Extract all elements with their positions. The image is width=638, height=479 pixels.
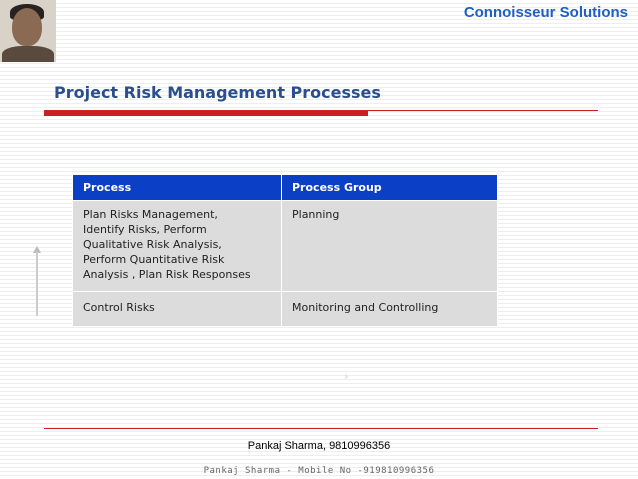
right-arrow-icon: › — [344, 370, 349, 383]
group-cell: Monitoring and Controlling — [282, 292, 498, 327]
photo-face — [12, 8, 42, 46]
brand-name: Connoisseur Solutions — [463, 4, 628, 21]
process-line: Perform Quantitative Risk — [83, 253, 225, 266]
process-line: Analysis , Plan Risk Responses — [83, 268, 251, 281]
group-cell: Planning — [282, 201, 498, 292]
footer-mobile: Pankaj Sharma - Mobile No -919810996356 — [203, 466, 435, 476]
title-rule-thick — [44, 111, 368, 116]
presenter-photo — [0, 0, 56, 62]
process-cell — [73, 292, 282, 327]
slide-title: Project Risk Management Processes — [54, 83, 381, 102]
process-line: Plan Risks Management, — [83, 208, 218, 221]
table-row — [73, 292, 498, 327]
table-row — [73, 201, 498, 292]
process-line: Qualitative Risk Analysis, — [83, 238, 222, 251]
process-line: Identify Risks, Perform — [83, 223, 207, 236]
process-cell — [73, 201, 282, 292]
header-process-group: Process Group — [282, 175, 498, 201]
vertical-guide-line — [36, 252, 38, 316]
header-process: Process — [73, 175, 282, 201]
table-header-row — [73, 175, 498, 201]
footer-rule — [44, 428, 598, 429]
footer-name: Pankaj Sharma, 9810996356 — [247, 440, 391, 452]
process-table — [72, 174, 498, 327]
process-line: Control Risks — [83, 301, 155, 314]
photo-shirt — [2, 46, 54, 62]
